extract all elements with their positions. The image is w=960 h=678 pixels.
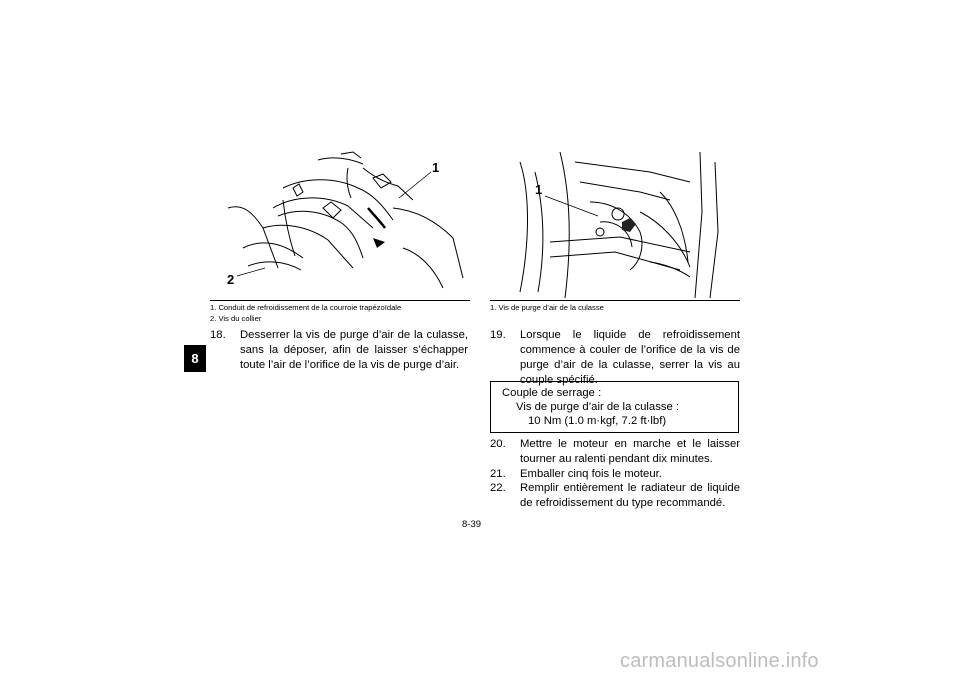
step-number: 21. bbox=[490, 468, 506, 480]
step-number: 22. bbox=[490, 482, 506, 494]
callout-1: 1 bbox=[535, 182, 543, 197]
step-text: Desserrer la vis de purge d’air de la culasse, sans la déposer, afin de laisser s’échapper toute l’air de l’orifice de la vis de purge d’air. bbox=[240, 329, 468, 371]
callout-1: 1 bbox=[432, 160, 440, 175]
figure-cooling-duct bbox=[223, 148, 468, 296]
callout-2: 2 bbox=[227, 272, 235, 287]
watermark: carmanualsonline.info bbox=[620, 650, 819, 672]
step-19 bbox=[490, 328, 740, 388]
air-bleed-bolt-illustration bbox=[490, 152, 740, 298]
step-21 bbox=[490, 467, 740, 482]
page-number: 8-39 bbox=[462, 519, 482, 530]
torque-heading: Couple de serrage : bbox=[502, 387, 602, 399]
figure-caption-left bbox=[210, 300, 470, 324]
step-text: Mettre le moteur en marche et le laisser tourner au ralenti pendant dix minutes. bbox=[520, 438, 740, 465]
caption-item-1: 1. Vis de purge d’air de la culasse bbox=[490, 303, 604, 312]
torque-value: 10 Nm (1.0 m·kgf, 7.2 ft·lbf) bbox=[528, 415, 667, 427]
step-18 bbox=[210, 328, 468, 373]
torque-spec-box bbox=[490, 381, 739, 433]
step-22 bbox=[490, 481, 740, 511]
figure-air-bleed-bolt bbox=[490, 152, 740, 298]
step-text: Emballer cinq fois le moteur. bbox=[520, 468, 662, 480]
chapter-tab: 8 bbox=[184, 345, 206, 372]
torque-item: Vis de purge d’air de la culasse : bbox=[516, 401, 680, 413]
step-number: 19. bbox=[490, 329, 506, 341]
step-20 bbox=[490, 437, 740, 467]
step-number: 20. bbox=[490, 438, 506, 450]
step-text: Lorsque le liquide de refroidissement commence à couler de l’orifice de la vis de purge d’air de la culasse, serrer la vis au couple spécifié. bbox=[520, 329, 740, 386]
step-number: 18. bbox=[210, 329, 226, 341]
step-text: Remplir entièrement le radiateur de liquide de refroidissement du type recommandé. bbox=[520, 482, 740, 509]
caption-item-2: 2. Vis du collier bbox=[210, 314, 262, 323]
caption-item-1: 1. Conduit de refroidissement de la courroie trapézoïdale bbox=[210, 303, 402, 312]
figure-caption-right bbox=[490, 300, 740, 313]
